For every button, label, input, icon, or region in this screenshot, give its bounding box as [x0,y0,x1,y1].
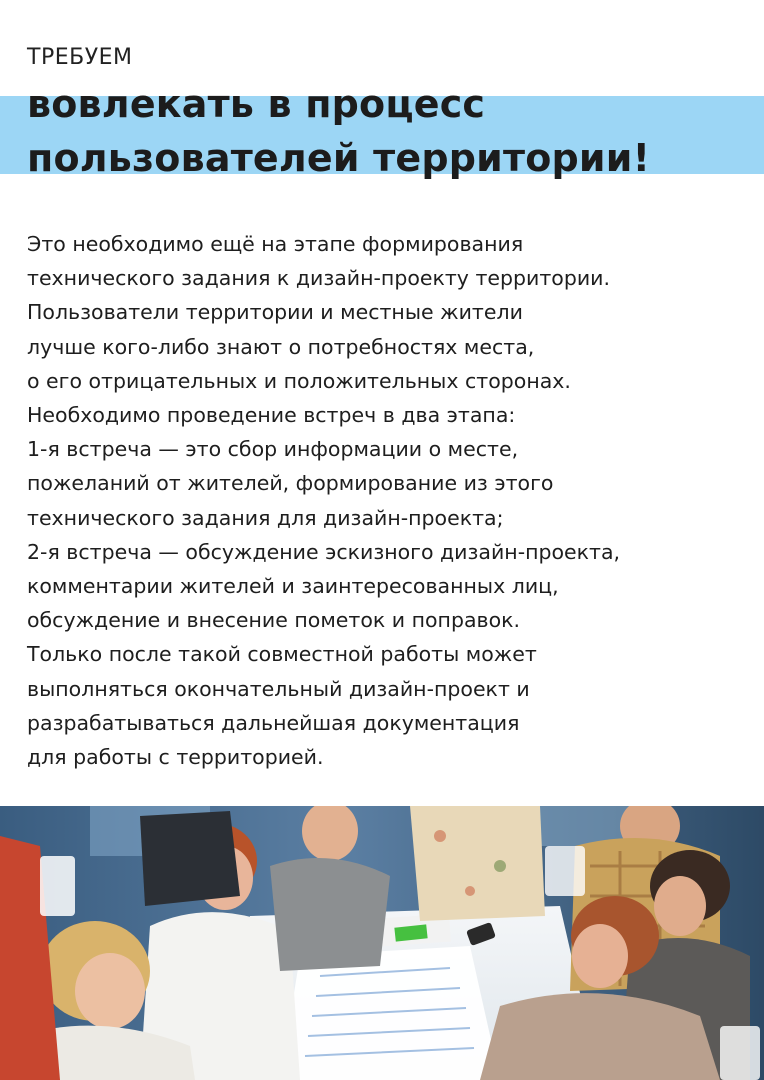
body-line: Только после такой совместной работы может [27,642,537,667]
body-line: 1-я встреча — это сбор информации о месте, [27,437,519,462]
body-line: Это необходимо ещё на этапе формирования [27,232,524,256]
body-line: выполняться окончательный дизайн-проект и [27,676,530,701]
body-line: 2-я встреча — обсуждение эскизного дизайн-проекта, [27,539,621,564]
headline-line-2: пользователей территории! [27,136,651,180]
body-line: пожеланий от жителей, формирование из этого [27,471,554,496]
body-line: лучше кого-либо знают о потребностях места, [27,334,535,359]
body-line: технического задания для дизайн-проекта; [27,505,504,530]
workshop-photo [0,806,764,1080]
body-line: Необходимо проведение встреч в два этапа: [27,403,516,428]
body-line: для работы с территорией. [27,745,324,770]
body-line: технического задания к дизайн-проекту территории. [27,266,611,291]
body-line: о его отрицательных и положительных сторонах. [27,368,571,393]
workshop-photo-illustration [0,806,764,1080]
headline-line-1: вовлекать в процесс [27,82,486,126]
body-line: обсуждение и внесение пометок и поправок. [27,608,521,633]
body-line: разрабатываться дальнейшая документация [27,710,520,735]
body-line: Пользователи территории и местные жители [27,300,523,325]
headline [27,77,650,185]
body-line: комментарии жителей и заинтересованных лиц, [27,574,559,599]
kicker-label: ТРЕБУЕМ [27,45,133,70]
body-paragraph [27,227,752,774]
